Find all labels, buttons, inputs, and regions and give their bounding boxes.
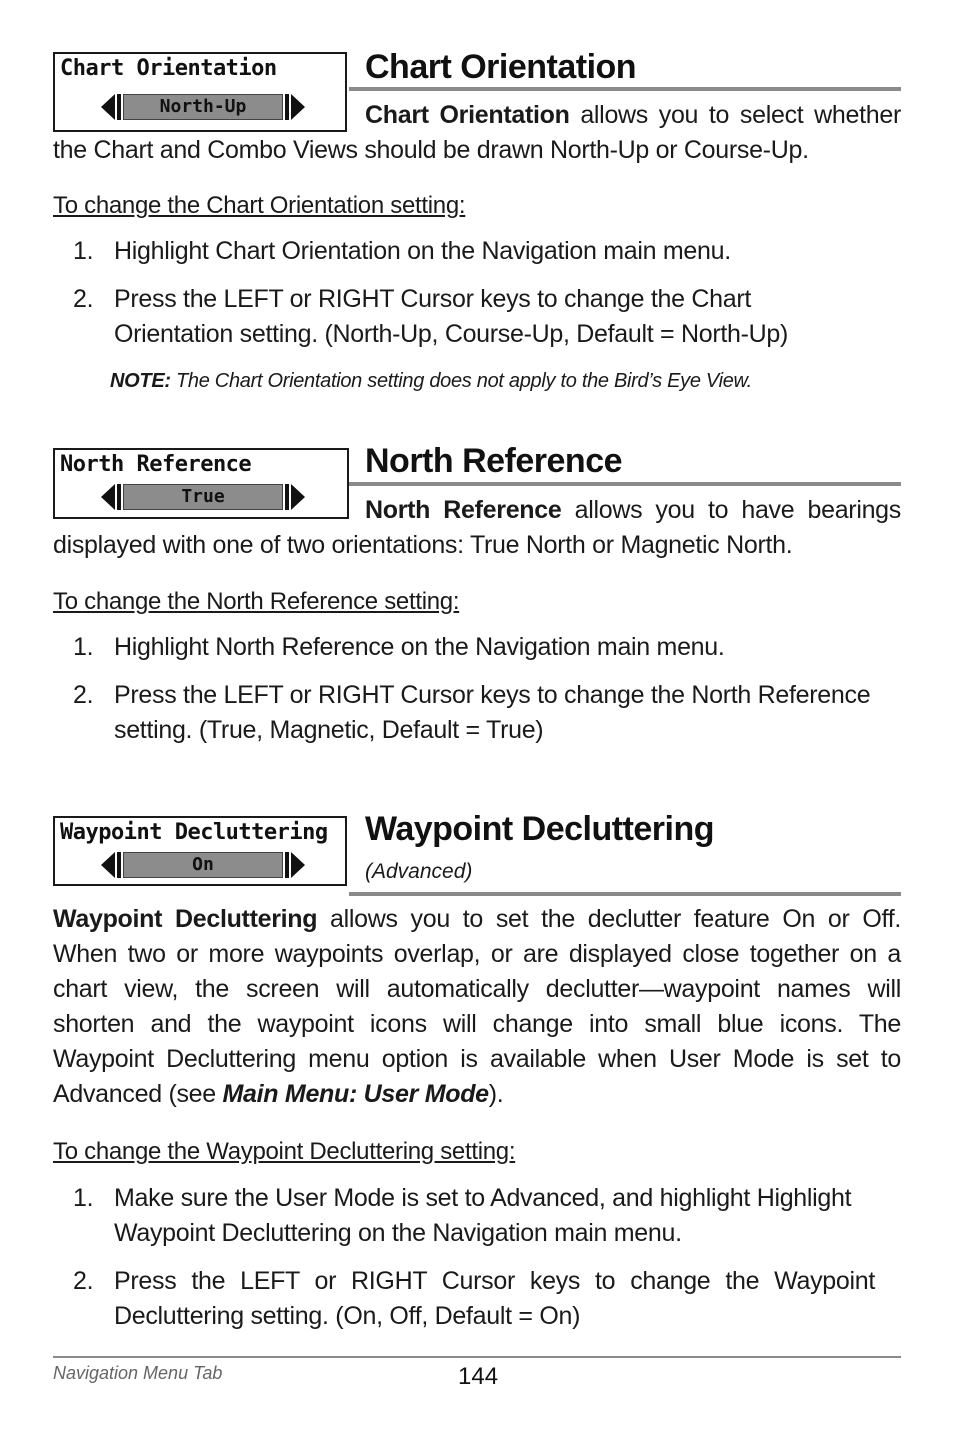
step-text: Highlight Chart Orientation on the Navigation main menu. <box>114 237 731 265</box>
left-bar-icon <box>117 852 121 878</box>
section-north-reference <box>53 442 901 758</box>
section-waypoint-decluttering <box>53 810 901 1336</box>
body-end: ). <box>488 1080 504 1108</box>
step-number: 1. <box>73 237 94 265</box>
step-number: 2. <box>73 1267 94 1295</box>
note-text: The Chart Orientation setting does not apply to the Bird’s Eye View. <box>170 370 752 392</box>
subheading: To change the Chart Orientation setting: <box>53 192 466 219</box>
note <box>110 370 752 393</box>
menu-widget-value: North-Up <box>123 94 283 120</box>
menu-widget-label: North Reference <box>60 452 252 477</box>
menu-widget-value: True <box>123 484 283 510</box>
intro-second-line: the Chart and Combo Views should be drawn North-Up or Course-Up. <box>53 136 809 164</box>
note-label: NOTE: <box>110 370 171 392</box>
waypoint-decluttering-menu-widget <box>53 816 347 886</box>
body-text: allows you to set the declutter feature On or Off. When two or more waypoints overlap, or are displayed close together on a chart view, the screen will automatically declutter—waypoint names will shorten and the waypoint icons will change into small blue icons. The Waypoint Decluttering menu option is available when User Mode is set to Advanced (see <box>53 905 901 1108</box>
intro-text: allows you to select whether <box>569 101 902 129</box>
intro-bold-term: North Reference <box>365 496 562 524</box>
step-text: Make sure the User Mode is set to Advanced, and highlight Highlight Waypoint Decluttering on the Navigation main menu. <box>114 1184 852 1247</box>
steps-list <box>73 234 875 352</box>
section-intro <box>53 493 901 563</box>
page-number: 144 <box>458 1363 499 1390</box>
right-bar-icon <box>285 852 289 878</box>
list-item <box>73 234 875 269</box>
menu-widget-label: Waypoint Decluttering <box>60 820 328 845</box>
steps-list <box>73 630 875 748</box>
menu-value-row <box>101 852 305 878</box>
footer-section-name: Navigation Menu Tab <box>53 1363 223 1383</box>
step-number: 2. <box>73 285 94 313</box>
list-item <box>73 678 875 748</box>
section-body <box>53 902 901 1112</box>
step-text: Press the LEFT or RIGHT Cursor keys to change the North Reference setting. (True, Magnetic, Default = True) <box>114 681 871 744</box>
intro-first-line <box>53 98 901 133</box>
footer-rule <box>53 1356 901 1358</box>
step-text: Press the LEFT or RIGHT Cursor keys to change the Waypoint Decluttering setting. (On, Off, Default = On) <box>114 1267 875 1330</box>
list-item <box>73 282 875 352</box>
heading-rule <box>349 87 901 91</box>
heading-rule <box>349 892 901 896</box>
step-number: 1. <box>73 633 94 661</box>
left-arrow-icon <box>101 852 115 878</box>
menu-widget-label: Chart Orientation <box>60 56 277 81</box>
list-item <box>73 1181 875 1251</box>
body-bold-term: Waypoint Decluttering <box>53 905 318 933</box>
step-text: Highlight North Reference on the Navigation main menu. <box>114 633 725 661</box>
section-intro <box>53 98 901 168</box>
section-chart-orientation <box>53 48 902 402</box>
menu-widget-value: On <box>123 852 283 878</box>
section-heading: Chart Orientation <box>365 48 637 86</box>
section-heading: Waypoint Decluttering <box>365 810 715 848</box>
subheading: To change the Waypoint Decluttering setting: <box>53 1138 516 1165</box>
step-number: 2. <box>73 681 94 709</box>
subheading: To change the North Reference setting: <box>53 588 460 615</box>
list-item <box>73 630 875 665</box>
intro-bold-term: Chart Orientation <box>365 101 570 129</box>
section-heading: North Reference <box>365 442 623 480</box>
step-number: 1. <box>73 1184 94 1212</box>
cross-reference: Main Menu: User Mode <box>222 1080 489 1108</box>
list-item <box>73 1264 875 1334</box>
intro-text: allows you to have bearings <box>561 496 901 524</box>
right-arrow-icon <box>291 852 305 878</box>
heading-rule <box>349 482 901 486</box>
intro-second-line: displayed with one of two orientations: True North or Magnetic North. <box>53 531 793 559</box>
advanced-tag: (Advanced) <box>365 860 473 883</box>
intro-first-line <box>53 493 901 528</box>
steps-list <box>73 1181 875 1334</box>
step-text: Press the LEFT or RIGHT Cursor keys to change the Chart Orientation setting. (North-Up, Course-Up, Default = North-Up) <box>114 285 789 348</box>
